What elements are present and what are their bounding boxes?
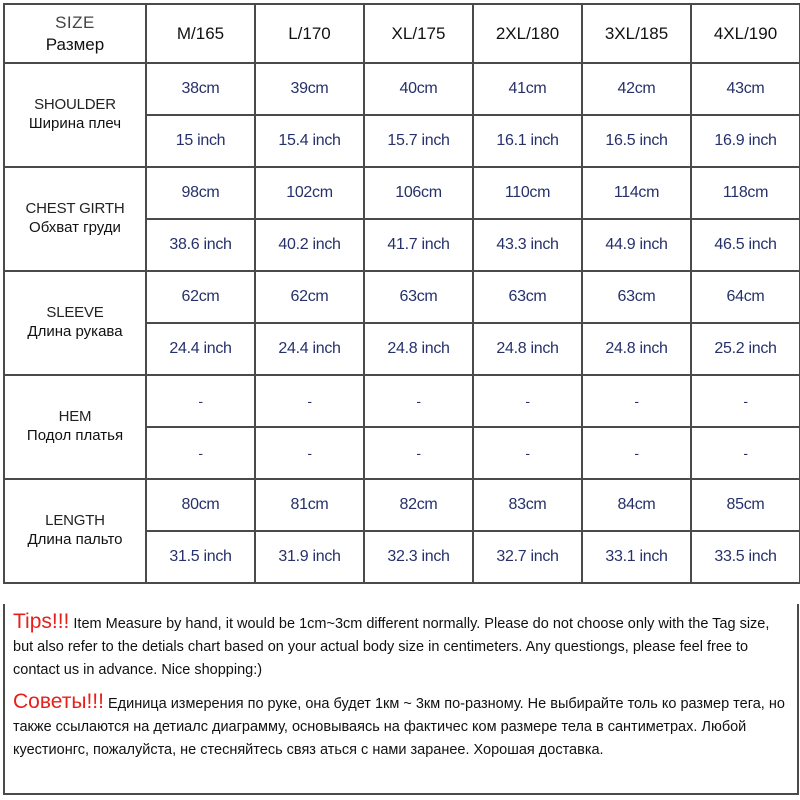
value-cell-inch: 16.1 inch <box>473 115 582 167</box>
value-cell-inch: 24.4 inch <box>255 323 364 375</box>
value-cell-inch: - <box>255 427 364 479</box>
table-row <box>4 271 800 323</box>
measure-label-ru: Длина рукава <box>27 323 123 340</box>
value-cell-cm: 39cm <box>255 63 364 115</box>
tips-panel <box>3 604 799 795</box>
value-cell-cm: 106cm <box>364 167 473 219</box>
tips-russian <box>13 690 787 762</box>
table-row <box>4 479 800 531</box>
value-cell-cm: 40cm <box>364 63 473 115</box>
value-cell-cm: - <box>691 375 800 427</box>
size-label: SIZE <box>55 12 95 32</box>
size-header-m: M/165 <box>146 4 255 63</box>
value-cell-inch: 38.6 inch <box>146 219 255 271</box>
measure-label-ru: Ширина плеч <box>28 115 122 132</box>
size-header-4xl: 4XL/190 <box>691 4 800 63</box>
measure-label-ru: Обхват груди <box>29 219 121 236</box>
value-cell-inch: 40.2 inch <box>255 219 364 271</box>
value-cell-inch: 32.3 inch <box>364 531 473 583</box>
table-row <box>4 375 800 427</box>
value-cell-inch: 32.7 inch <box>473 531 582 583</box>
value-cell-cm: 110cm <box>473 167 582 219</box>
value-cell-inch: 15.7 inch <box>364 115 473 167</box>
measure-label-en: SLEEVE <box>46 304 104 322</box>
value-cell-cm: 38cm <box>146 63 255 115</box>
value-cell-cm: 81cm <box>255 479 364 531</box>
value-cell-cm: 82cm <box>364 479 473 531</box>
value-cell-inch: 24.8 inch <box>473 323 582 375</box>
value-cell-cm: 84cm <box>582 479 691 531</box>
table-row <box>4 167 800 219</box>
tips-label-ru: Советы!!! <box>13 690 104 713</box>
measure-label-ru: Подол платья <box>26 427 124 444</box>
measure-label-shoulder <box>4 63 146 167</box>
value-cell-inch: 43.3 inch <box>473 219 582 271</box>
size-header-3xl: 3XL/185 <box>582 4 691 63</box>
value-cell-inch: - <box>691 427 800 479</box>
value-cell-cm: - <box>473 375 582 427</box>
value-cell-inch: 33.1 inch <box>582 531 691 583</box>
size-chart-table <box>3 3 800 584</box>
value-cell-inch: 15 inch <box>146 115 255 167</box>
measure-label-hem <box>4 375 146 479</box>
value-cell-inch: 31.5 inch <box>146 531 255 583</box>
value-cell-inch: - <box>364 427 473 479</box>
value-cell-inch: 46.5 inch <box>691 219 800 271</box>
value-cell-inch: - <box>473 427 582 479</box>
value-cell-cm: 42cm <box>582 63 691 115</box>
value-cell-cm: 43cm <box>691 63 800 115</box>
value-cell-inch: 33.5 inch <box>691 531 800 583</box>
tips-label-en: Tips!!! <box>13 610 70 633</box>
value-cell-cm: 118cm <box>691 167 800 219</box>
size-header-l: L/170 <box>255 4 364 63</box>
value-cell-inch: 16.5 inch <box>582 115 691 167</box>
size-header-row <box>4 4 800 63</box>
value-cell-inch: - <box>146 427 255 479</box>
value-cell-cm: - <box>582 375 691 427</box>
value-cell-cm: - <box>255 375 364 427</box>
value-cell-inch: 24.8 inch <box>364 323 473 375</box>
measure-label-en: CHEST GIRTH <box>25 200 125 218</box>
measure-label-length <box>4 479 146 583</box>
value-cell-cm: - <box>364 375 473 427</box>
measure-label-en: SHOULDER <box>34 96 116 114</box>
value-cell-inch: - <box>582 427 691 479</box>
value-cell-inch: 24.4 inch <box>146 323 255 375</box>
value-cell-inch: 41.7 inch <box>364 219 473 271</box>
size-corner-cell <box>4 4 146 63</box>
measure-label-en: HEM <box>58 408 92 426</box>
value-cell-inch: 44.9 inch <box>582 219 691 271</box>
tips-text-en: Item Measure by hand, it would be 1cm~3cm different normally. Please do not choose only with the Tag size, but also refer to the detials chart based on your actual body size in centimeters. Any questiongs, please feel free to contact us in advance. Nice shopping:) <box>13 616 770 678</box>
table-row <box>4 63 800 115</box>
value-cell-inch: 31.9 inch <box>255 531 364 583</box>
value-cell-inch: 25.2 inch <box>691 323 800 375</box>
value-cell-inch: 15.4 inch <box>255 115 364 167</box>
measure-label-ru: Длина пальто <box>27 531 123 548</box>
size-label-ru: Размер <box>45 34 105 54</box>
size-header-xl: XL/175 <box>364 4 473 63</box>
value-cell-cm: 64cm <box>691 271 800 323</box>
value-cell-cm: 80cm <box>146 479 255 531</box>
value-cell-cm: 85cm <box>691 479 800 531</box>
value-cell-cm: 63cm <box>364 271 473 323</box>
value-cell-cm: 62cm <box>255 271 364 323</box>
value-cell-cm: 98cm <box>146 167 255 219</box>
tips-text-ru: Единица измерения по руке, она будет 1км ~ 3км по-разному. Не выбирайте толь ко размер тега, но также ссылаются на детиалс диаграмму, основываясь на фактичес ком размере тела в сантиметрах. Любой куестионгс, пожалуйста, не стесняйтесь связ аться с нами заранее. Хорошая доставка. <box>13 696 785 758</box>
value-cell-inch: 16.9 inch <box>691 115 800 167</box>
value-cell-cm: 62cm <box>146 271 255 323</box>
value-cell-cm: 83cm <box>473 479 582 531</box>
value-cell-cm: 63cm <box>582 271 691 323</box>
measure-label-sleeve <box>4 271 146 375</box>
value-cell-cm: 63cm <box>473 271 582 323</box>
tips-english <box>13 610 787 682</box>
value-cell-cm: 114cm <box>582 167 691 219</box>
measure-label-en: LENGTH <box>45 512 105 530</box>
size-header-2xl: 2XL/180 <box>473 4 582 63</box>
value-cell-cm: 41cm <box>473 63 582 115</box>
measure-label-chest <box>4 167 146 271</box>
value-cell-cm: 102cm <box>255 167 364 219</box>
value-cell-inch: 24.8 inch <box>582 323 691 375</box>
value-cell-cm: - <box>146 375 255 427</box>
